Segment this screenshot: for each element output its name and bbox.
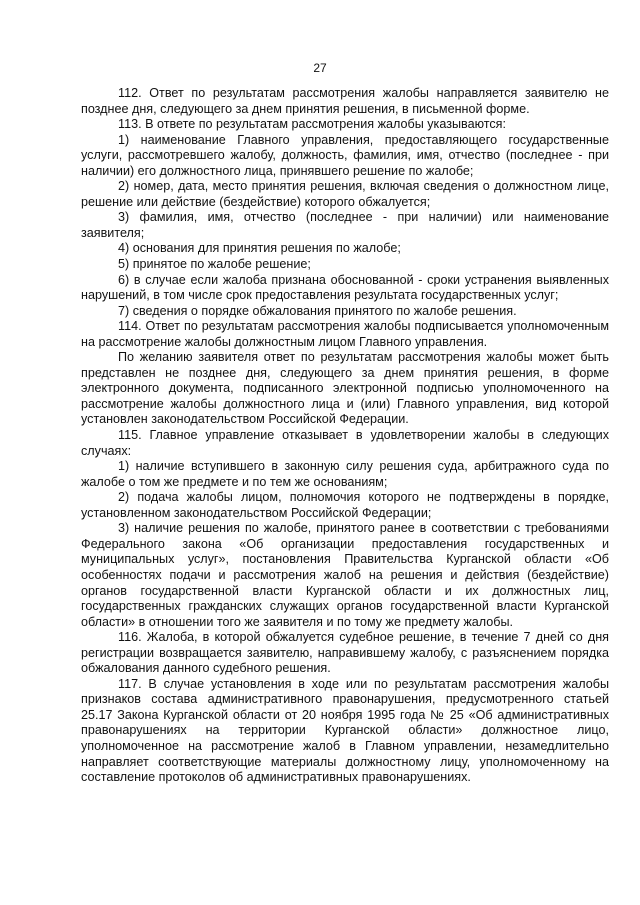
paragraph: По желанию заявителя ответ по результатам рассмотрения жалобы может быть представлен не позднее дня, следующего за днем принятия решения, в форме электронного документа, подписанного электронной подписью уполномоченного на рассмотрение жалобы должностного лица и (или) Главного управления, вид которой установлен законодательством Российской Федерации. [81,350,609,427]
paragraph-115: 115. Главное управление отказывает в удовлетворении жалобы в следующих случаях: [81,428,609,458]
paragraph-117: 117. В случае установления в ходе или по результатам рассмотрения жалобы признаков состава административного правонарушения, предусмотренного статьей 25.17 Закона Курганской области от 20 ноября 1995 года № 25 «Об административных правонарушениях на территории Курганской области» должностное лицо, уполномоченное на рассмотрение жалоб в Главном управлении, незамедлительно направляет соответствующие материалы должностному лицу, уполномоченному на составление протоколов об административных правонарушениях. [81,676,609,785]
list-item: 2) номер, дата, место принятия решения, включая сведения о должностном лице, решение или действие (бездействие) которого обжалуется; [81,179,609,209]
list-item: 6) в случае если жалоба признана обоснованной - сроки устранения выявленных нарушений, в том числе срок предоставления результата государственных услуг; [81,272,609,303]
list-item: 1) наличие вступившего в законную силу решения суда, арбитражного суда по жалобе о том же предмете и по тем же основаниям; [81,459,609,489]
list-item: 2) подача жалобы лицом, полномочия которого не подтверждены в порядке, установленном законодательством Российской Федерации; [81,490,609,520]
list-item: 7) сведения о порядке обжалования принятого по жалобе решения. [118,303,517,318]
list-item: 1) наименование Главного управления, предоставляющего государственные услуги, рассмотревшего жалобу, должность, фамилия, имя, отчество (последнее - при наличии) его должностного лица, принявшего решение по жалобе; [81,132,609,178]
document-body [81,86,609,786]
paragraph-113: 113. В ответе по результатам рассмотрения жалобы указываются: [118,117,506,132]
list-item: 4) основания для принятия решения по жалобе; [118,241,401,256]
page-number: 27 [313,61,327,75]
list-item: 3) фамилия, имя, отчество (последнее - при наличии) или наименование заявителя; [81,210,609,240]
paragraph-112: 112. Ответ по результатам рассмотрения жалобы направляется заявителю не позднее дня, следующего за днем принятия решения, в письменной форме. [81,86,609,116]
paragraph-114: 114. Ответ по результатам рассмотрения жалобы подписывается уполномоченным на рассмотрение жалобы должностным лицом Главного управления. [81,319,609,349]
list-item: 3) наличие решения по жалобе, принятого ранее в соответствии с требованиями Федерального закона «Об организации предоставления государственных и муниципальных услуг», постановления Правительства Курганской области «Об особенностях подачи и рассмотрения жалоб на решения и действия (бездействие) органов государственной власти Курганской области и их должностных лиц, государственных гражданских служащих органов государственной власти Курганской области» в отношении того же заявителя и по тому же предмету жалобы. [81,521,609,629]
paragraph-116: 116. Жалоба, в которой обжалуется судебное решение, в течение 7 дней со дня регистрации возвращается заявителю, направившему жалобу, с разъяснением порядка обжалования данного судебного решения. [81,630,609,676]
list-item: 5) принятое по жалобе решение; [118,257,311,272]
